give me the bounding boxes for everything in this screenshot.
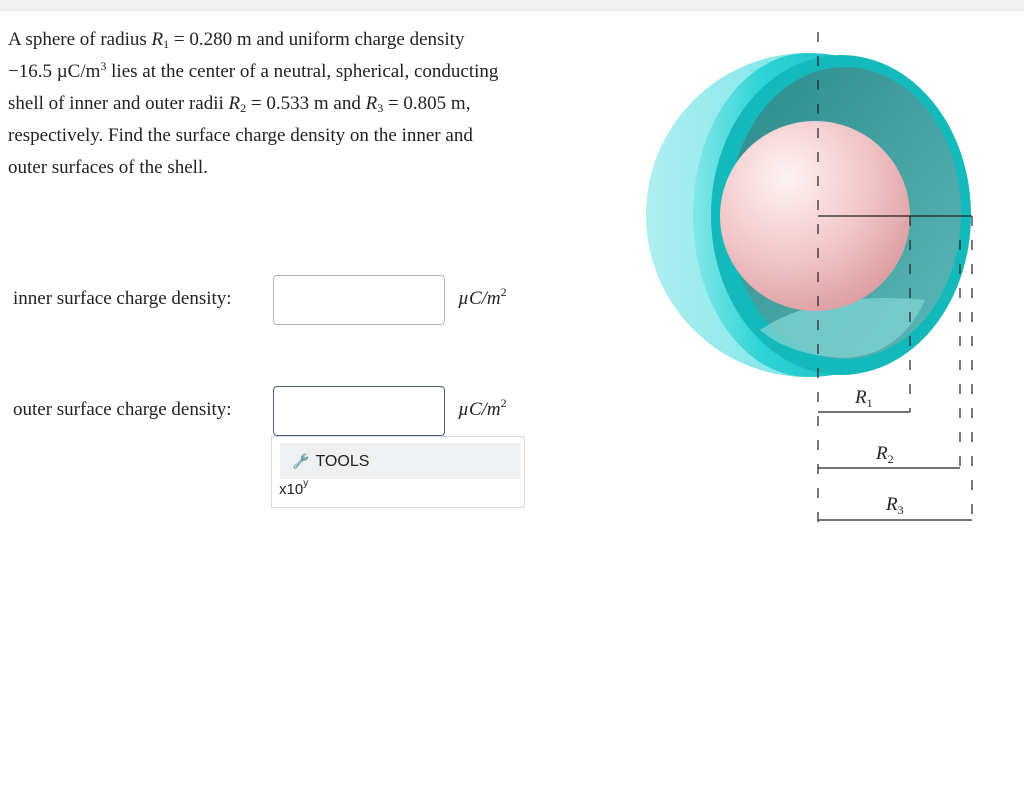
tools-label: TOOLS bbox=[315, 453, 370, 470]
top-bar bbox=[0, 0, 1024, 11]
problem-statement bbox=[8, 24, 508, 184]
problem-text: lies at the center of a neutral, spherical, conducting shell of inner and outer radii bbox=[8, 61, 499, 114]
inner-density-input[interactable] bbox=[273, 275, 445, 325]
scientific-notation-button[interactable] bbox=[279, 478, 309, 498]
x10-text: x10 bbox=[279, 481, 304, 498]
r3-label: $R_3$ bbox=[886, 494, 904, 517]
problem-text: A sphere of radius bbox=[8, 29, 152, 50]
r1-label: $R_1$ bbox=[855, 387, 873, 410]
r1-symbol: R bbox=[151, 29, 164, 50]
unit-exponent: 2 bbox=[500, 396, 507, 410]
problem-text: = 0.280 m and uniform charge density −16.5 µC/m bbox=[8, 29, 465, 82]
outer-density-unit bbox=[458, 396, 507, 421]
r2-label: $R_2$ bbox=[876, 443, 894, 466]
problem-text: = 0.533 m and bbox=[246, 93, 366, 114]
x10-exponent: y bbox=[303, 478, 309, 489]
outer-density-input[interactable] bbox=[273, 386, 445, 436]
unit-exponent: 3 bbox=[100, 59, 107, 73]
outer-density-label: outer surface charge density: bbox=[13, 399, 232, 420]
problem-text: = 0.805 m, respectively. Find the surface charge density on the inner and outer surfaces of the shell. bbox=[8, 93, 473, 178]
r3-symbol: R bbox=[365, 93, 378, 114]
unit-exponent: 2 bbox=[500, 285, 507, 299]
unit-text: µC/m bbox=[458, 288, 501, 309]
r2-subscript: 2 bbox=[240, 101, 247, 115]
shell-diagram bbox=[640, 26, 980, 526]
inner-density-label: inner surface charge density: bbox=[13, 288, 232, 309]
r1-subscript: 1 bbox=[163, 37, 170, 51]
r3-subscript: 3 bbox=[377, 101, 384, 115]
inner-density-unit bbox=[458, 285, 507, 310]
tools-button[interactable] bbox=[280, 443, 520, 479]
wrench-icon: 🔧 bbox=[292, 453, 310, 469]
r2-symbol: R bbox=[228, 93, 241, 114]
tools-panel bbox=[271, 436, 525, 508]
unit-text: µC/m bbox=[458, 399, 501, 420]
